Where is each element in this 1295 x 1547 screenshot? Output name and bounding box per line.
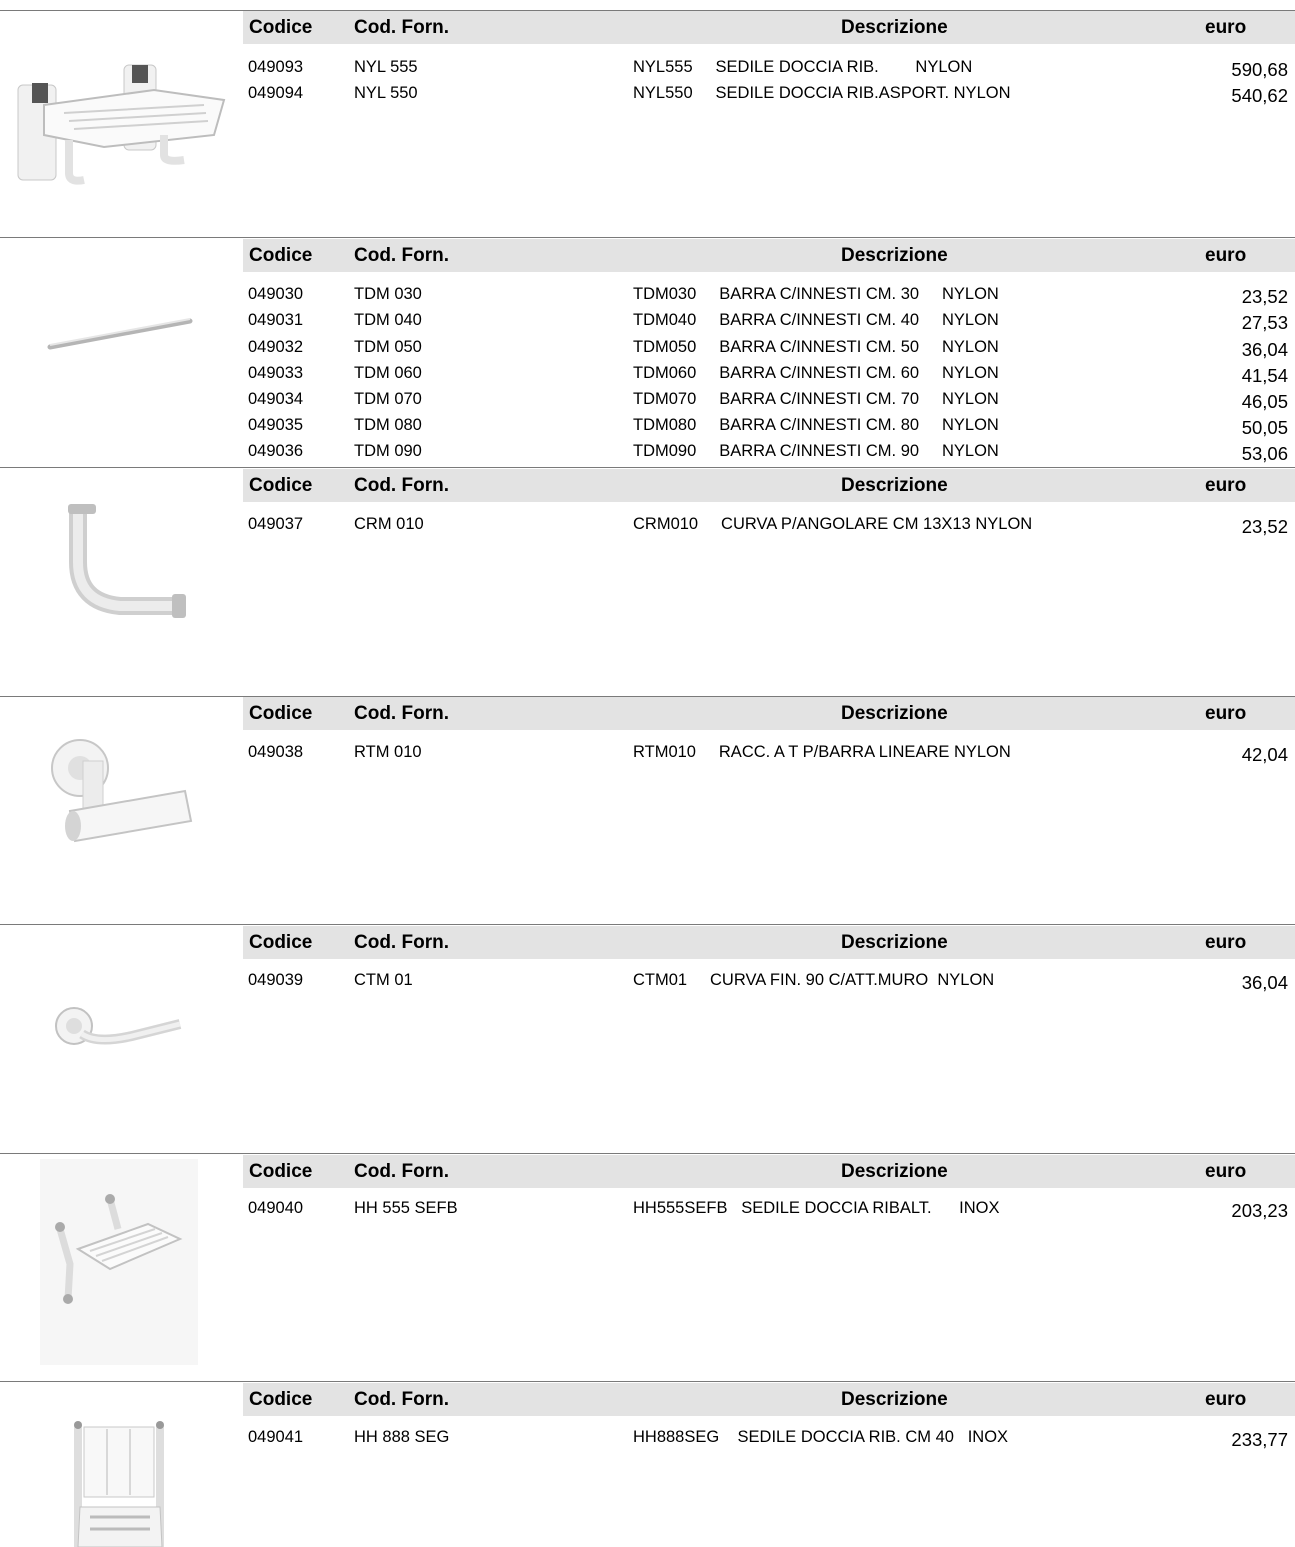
row-price: 53,06 — [1241, 443, 1288, 464]
header-codice: Codice — [249, 17, 313, 38]
row-cod-forn: HH 888 SEG — [354, 1428, 450, 1446]
row-price: 233,77 — [1231, 1429, 1288, 1450]
row-cod-forn: TDM 040 — [354, 311, 422, 329]
row-price: 203,23 — [1231, 1200, 1288, 1221]
header-cod-forn: Cod. Forn. — [354, 245, 449, 266]
row-codice: 049032 — [248, 338, 304, 356]
row-descrizione: CTM01 CURVA FIN. 90 C/ATT.MURO NYLON — [633, 971, 995, 989]
row-price: 590,68 — [1231, 59, 1288, 80]
table-header — [243, 11, 1295, 44]
row-price: 41,54 — [1241, 365, 1288, 386]
header-codice: Codice — [249, 245, 313, 266]
row-descrizione: NYL550 SEDILE DOCCIA RIB.ASPORT. NYLON — [633, 84, 1011, 102]
row-descrizione: HH888SEG SEDILE DOCCIA RIB. CM 40 INOX — [633, 1428, 1009, 1446]
row-descrizione: TDM090 BARRA C/INNESTI CM. 90 NYLON — [633, 442, 999, 460]
row-codice: 049041 — [248, 1428, 304, 1446]
row-price: 23,52 — [1241, 516, 1288, 537]
product-section-3 — [0, 467, 1295, 696]
row-codice: 049039 — [248, 971, 304, 989]
row-price: 50,05 — [1241, 417, 1288, 438]
row-price: 23,52 — [1241, 286, 1288, 307]
table-header — [243, 469, 1295, 502]
header-descrizione: Descrizione — [841, 475, 948, 496]
row-codice: 049040 — [248, 1199, 304, 1217]
table-row — [0, 1195, 1295, 1221]
row-codice: 049093 — [248, 58, 304, 76]
header-euro: euro — [1205, 703, 1247, 724]
product-section-1 — [0, 10, 1295, 238]
row-price: 46,05 — [1241, 391, 1288, 412]
row-codice: 049030 — [248, 285, 304, 303]
header-euro: euro — [1205, 1161, 1247, 1182]
header-descrizione: Descrizione — [841, 1161, 948, 1182]
end-curve-image — [52, 1004, 187, 1054]
header-descrizione: Descrizione — [841, 17, 948, 38]
header-codice: Codice — [249, 1389, 313, 1410]
divider — [0, 1381, 1295, 1382]
row-descrizione: TDM080 BARRA C/INNESTI CM. 80 NYLON — [633, 416, 999, 434]
header-cod-forn: Cod. Forn. — [354, 17, 449, 38]
header-cod-forn: Cod. Forn. — [354, 703, 449, 724]
table-header — [243, 239, 1295, 272]
row-cod-forn: CTM 01 — [354, 971, 413, 989]
row-descrizione: NYL555 SEDILE DOCCIA RIB. NYLON — [633, 58, 973, 76]
header-cod-forn: Cod. Forn. — [354, 475, 449, 496]
row-codice: 049031 — [248, 311, 304, 329]
header-euro: euro — [1205, 1389, 1247, 1410]
table-header — [243, 926, 1295, 959]
divider — [0, 467, 1295, 468]
row-descrizione: TDM040 BARRA C/INNESTI CM. 40 NYLON — [633, 311, 999, 329]
row-price: 42,04 — [1241, 744, 1288, 765]
table-header — [243, 697, 1295, 730]
divider — [0, 1153, 1295, 1154]
header-cod-forn: Cod. Forn. — [354, 932, 449, 953]
table-row — [0, 307, 1295, 333]
header-codice: Codice — [249, 475, 313, 496]
header-descrizione: Descrizione — [841, 703, 948, 724]
table-row — [0, 334, 1295, 360]
row-cod-forn: NYL 550 — [354, 84, 418, 102]
header-cod-forn: Cod. Forn. — [354, 1161, 449, 1182]
table-row — [0, 1424, 1295, 1450]
row-cod-forn: TDM 080 — [354, 416, 422, 434]
table-header — [243, 1383, 1295, 1416]
product-section-5 — [0, 924, 1295, 1153]
header-descrizione: Descrizione — [841, 1389, 948, 1410]
table-row — [0, 511, 1295, 537]
table-row — [0, 739, 1295, 765]
row-codice: 049038 — [248, 743, 304, 761]
row-cod-forn: NYL 555 — [354, 58, 418, 76]
header-euro: euro — [1205, 245, 1247, 266]
row-codice: 049094 — [248, 84, 304, 102]
table-header — [243, 1155, 1295, 1188]
row-descrizione: TDM060 BARRA C/INNESTI CM. 60 NYLON — [633, 364, 999, 382]
table-row — [0, 54, 1295, 80]
table-row — [0, 281, 1295, 307]
row-cod-forn: RTM 010 — [354, 743, 422, 761]
row-price: 36,04 — [1241, 339, 1288, 360]
header-codice: Codice — [249, 1161, 313, 1182]
product-section-4 — [0, 696, 1295, 925]
row-descrizione: RTM010 RACC. A T P/BARRA LINEARE NYLON — [633, 743, 1011, 761]
row-codice: 049034 — [248, 390, 304, 408]
row-cod-forn: TDM 060 — [354, 364, 422, 382]
divider — [0, 924, 1295, 925]
row-cod-forn: HH 555 SEFB — [354, 1199, 458, 1217]
row-codice: 049035 — [248, 416, 304, 434]
row-cod-forn: TDM 030 — [354, 285, 422, 303]
divider — [0, 237, 1295, 238]
table-row — [0, 360, 1295, 386]
header-descrizione: Descrizione — [841, 245, 948, 266]
row-codice: 049036 — [248, 442, 304, 460]
row-price: 540,62 — [1231, 85, 1288, 106]
header-euro: euro — [1205, 932, 1247, 953]
row-descrizione: CRM010 CURVA P/ANGOLARE CM 13X13 NYLON — [633, 515, 1033, 533]
row-price: 27,53 — [1241, 312, 1288, 333]
table-row — [0, 386, 1295, 412]
row-cod-forn: TDM 050 — [354, 338, 422, 356]
table-row — [0, 438, 1295, 464]
row-cod-forn: CRM 010 — [354, 515, 424, 533]
shower-seat-inox-image — [40, 1159, 198, 1365]
row-price: 36,04 — [1241, 972, 1288, 993]
header-cod-forn: Cod. Forn. — [354, 1389, 449, 1410]
header-descrizione: Descrizione — [841, 932, 948, 953]
header-codice: Codice — [249, 932, 313, 953]
table-row — [0, 412, 1295, 438]
row-descrizione: TDM050 BARRA C/INNESTI CM. 50 NYLON — [633, 338, 999, 356]
row-codice: 049037 — [248, 515, 304, 533]
table-row — [0, 80, 1295, 106]
row-descrizione: TDM030 BARRA C/INNESTI CM. 30 NYLON — [633, 285, 999, 303]
header-euro: euro — [1205, 475, 1247, 496]
row-descrizione: TDM070 BARRA C/INNESTI CM. 70 NYLON — [633, 390, 999, 408]
product-section-2 — [0, 237, 1295, 467]
product-section-6 — [0, 1153, 1295, 1381]
row-cod-forn: TDM 070 — [354, 390, 422, 408]
table-row — [0, 967, 1295, 993]
header-codice: Codice — [249, 703, 313, 724]
product-section-7 — [0, 1381, 1295, 1546]
row-descrizione: HH555SEFB SEDILE DOCCIA RIBALT. INOX — [633, 1199, 1000, 1217]
row-cod-forn: TDM 090 — [354, 442, 422, 460]
header-euro: euro — [1205, 17, 1247, 38]
row-codice: 049033 — [248, 364, 304, 382]
